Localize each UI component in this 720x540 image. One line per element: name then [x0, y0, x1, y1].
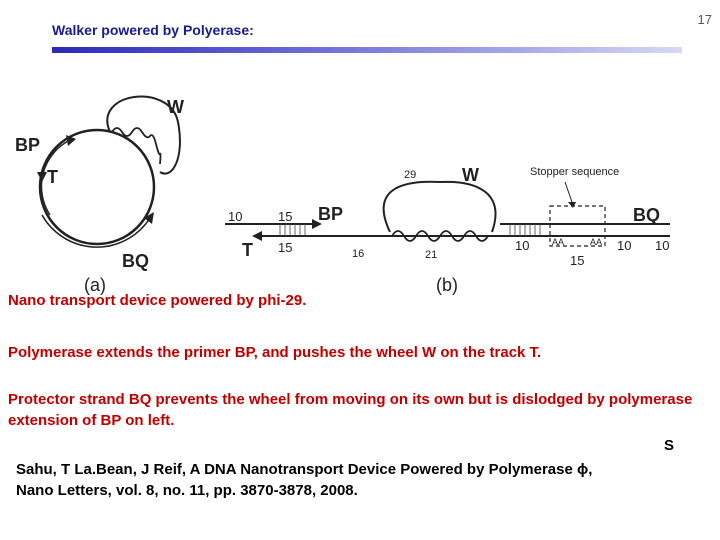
num-15-top: 15 [278, 209, 293, 224]
slide-number: 17 [697, 12, 712, 27]
outer-arc-arrowhead [144, 212, 154, 224]
title-underline-bar [52, 47, 682, 53]
stopper-pointer-head [568, 202, 576, 208]
panel-b [225, 165, 670, 295]
track-hatching [280, 224, 540, 236]
num-15-bottom: 15 [278, 240, 293, 255]
track-t-arrowhead [252, 231, 262, 241]
panel-a [15, 97, 184, 295]
label-bq-b: BQ [633, 205, 660, 225]
num-16: 16 [352, 248, 365, 260]
figure-caption: Nano transport device powered by phi-29. [8, 292, 307, 309]
reference-s: S [664, 437, 675, 454]
num-10-r2: 10 [655, 238, 670, 253]
num-21: 21 [425, 249, 438, 261]
num-10-mid: 10 [515, 238, 530, 253]
label-w-b: W [462, 165, 479, 185]
label-bp-b: BP [318, 204, 344, 224]
panel-label-a: (a) [84, 275, 106, 295]
num-15-stopper: 15 [570, 253, 585, 268]
label-t-a: T [47, 167, 58, 187]
label-t-b: T [242, 240, 253, 260]
paragraph-polymerase: Polymerase extends the primer BP, and pushes the wheel W on the track T. [8, 344, 542, 361]
slide-title: Walker powered by Polyerase: [52, 22, 254, 38]
label-w-a: W [167, 97, 184, 117]
aa-left: AA [552, 237, 565, 247]
label-bq-a: BQ [122, 251, 149, 271]
label-bp-a: BP [15, 135, 41, 155]
stopper-pointer [565, 182, 572, 202]
wheel-loop-b [384, 182, 496, 232]
panel-label-b: (b) [436, 275, 458, 295]
circular-track [40, 130, 154, 244]
stopper-label: Stopper sequence [530, 166, 620, 178]
num-10-left: 10 [228, 209, 243, 224]
reference-line-1: Sahu, T La.Bean, J Reif, A DNA Nanotransport Device Powered by Polymerase ɸ, [16, 461, 593, 478]
reference-line-2: Nano Letters, vol. 8, no. 11, pp. 3870-3878, 2008. [16, 482, 358, 499]
walker-figure [0, 80, 720, 295]
num-29: 29 [404, 169, 417, 181]
num-10-r1: 10 [617, 238, 632, 253]
paragraph-protector: Protector strand BQ prevents the wheel from moving on its own but is dislodged by polymerase extension of BP on left. [8, 391, 693, 429]
aa-right: AA [590, 237, 603, 247]
track-arrowhead [37, 172, 47, 182]
reference [16, 459, 592, 501]
